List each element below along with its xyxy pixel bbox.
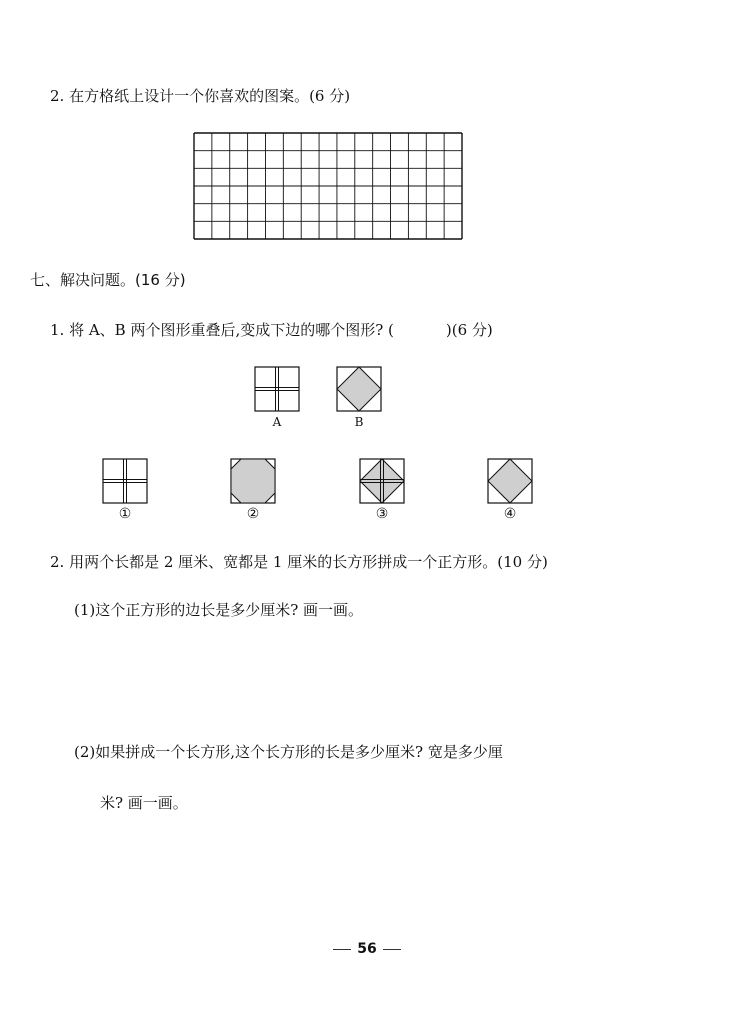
figure-b: [336, 366, 382, 412]
question-7-1-score: )(6 分): [445, 321, 493, 339]
label-b: B: [354, 415, 364, 429]
option-3-figure[interactable]: [359, 458, 405, 504]
page-number-left-dash: [333, 949, 351, 950]
square-grid-paper: [193, 132, 463, 240]
section-7-heading: 七、解决问题。(16 分): [30, 271, 186, 289]
question-7-2-part-2-line-1: (2)如果拼成一个长方形,这个长方形的长是多少厘米? 宽是多少厘: [74, 743, 503, 761]
question-7-2-part-1: (1)这个正方形的边长是多少厘米? 画一画。: [74, 601, 364, 619]
option-2-figure[interactable]: [230, 458, 276, 504]
page-number: [0, 941, 734, 957]
option-1-figure[interactable]: [102, 458, 148, 504]
option-3-label: ③: [375, 506, 389, 522]
question-7-1-text: 1. 将 A、B 两个图形重叠后,变成下边的哪个图形? (: [50, 321, 394, 339]
page-number-value: 56: [357, 941, 377, 957]
question-7-2: 2. 用两个长都是 2 厘米、宽都是 1 厘米的长方形拼成一个正方形。(10 分): [50, 553, 548, 571]
label-a: A: [272, 415, 282, 429]
option-4-label: ④: [503, 506, 517, 522]
option-2-label: ②: [246, 506, 260, 522]
question-7-2-part-2-line-2: 米? 画一画。: [100, 794, 188, 812]
figure-a: [254, 366, 300, 412]
question-6-2: 2. 在方格纸上设计一个你喜欢的图案。(6 分): [50, 87, 351, 105]
option-4-figure[interactable]: [487, 458, 533, 504]
question-7-1: [50, 320, 493, 340]
option-1-label: ①: [118, 506, 132, 522]
page-number-right-dash: [383, 949, 401, 950]
